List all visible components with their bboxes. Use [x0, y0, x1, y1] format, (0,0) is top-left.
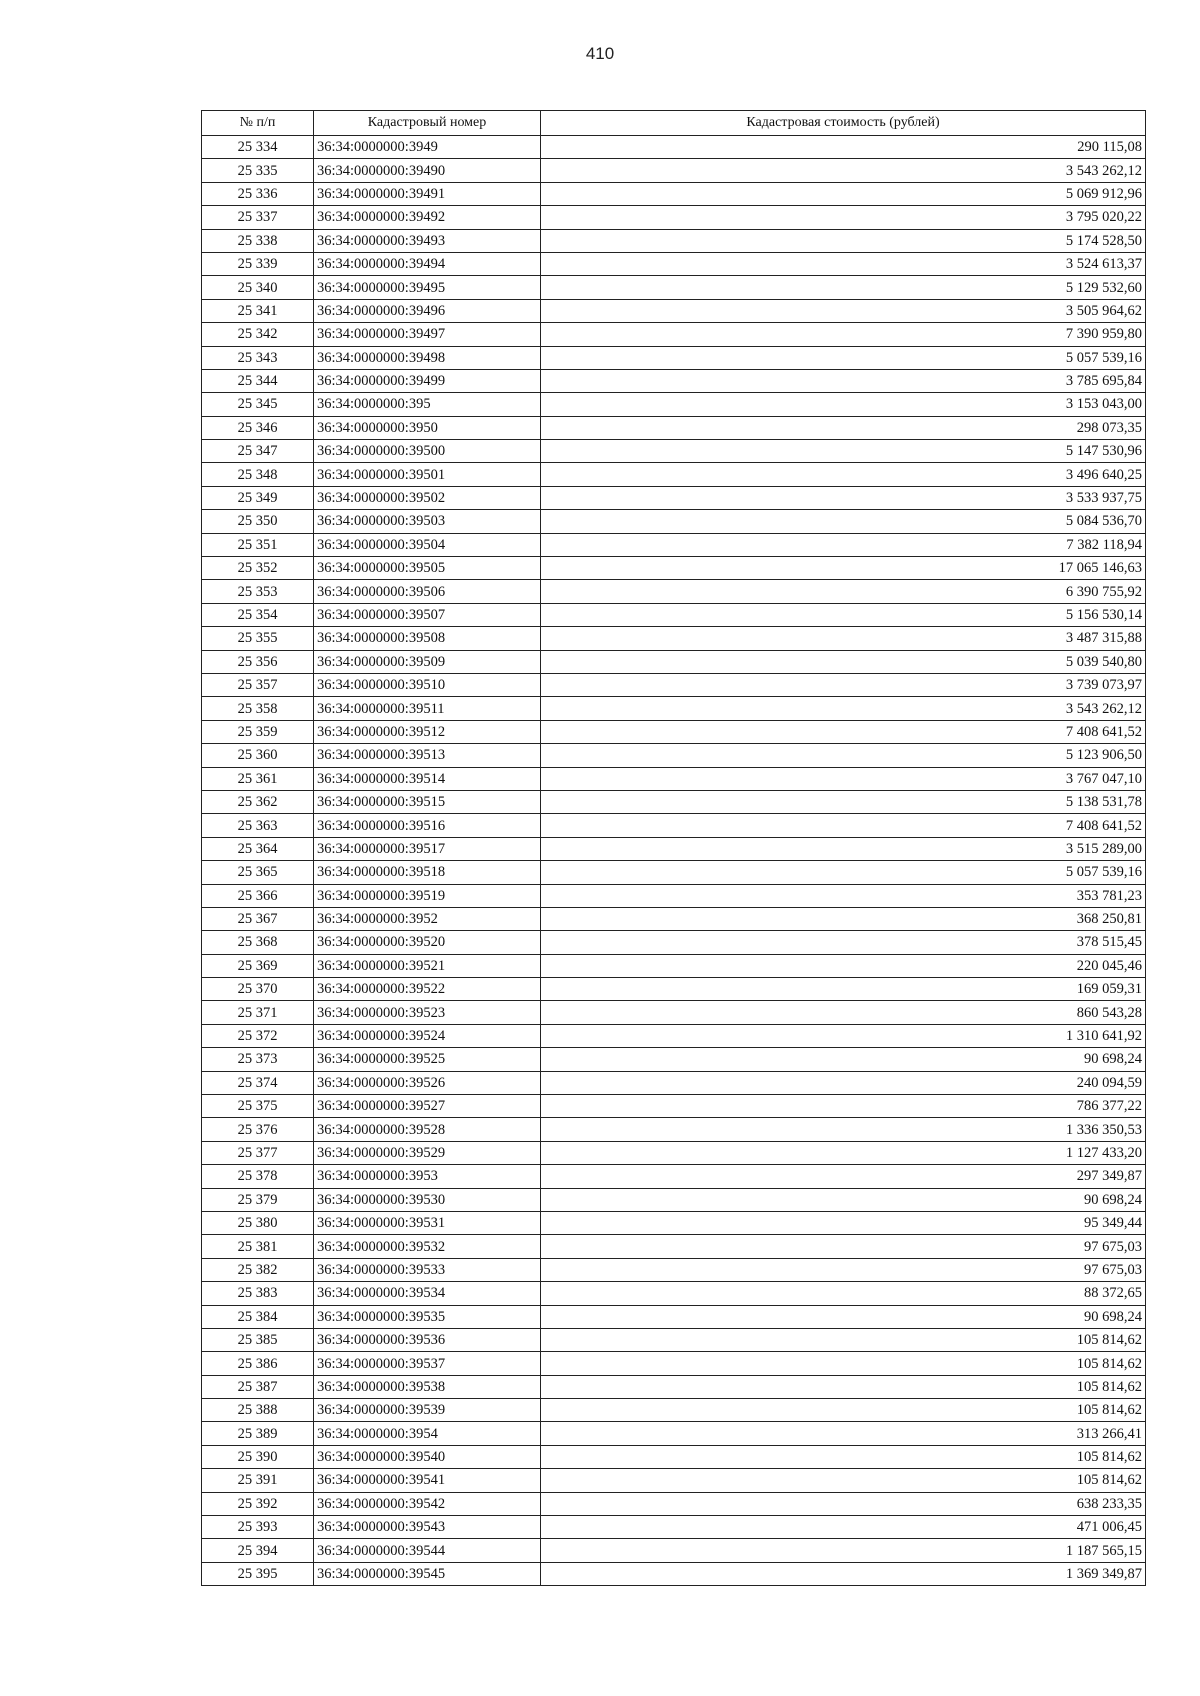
cadastral-value-cell: 3 515 289,00 [541, 837, 1146, 860]
cadastral-value-cell: 3 767 047,10 [541, 767, 1146, 790]
cadastral-number-cell: 36:34:0000000:39527 [314, 1095, 541, 1118]
cadastral-value-cell: 638 233,35 [541, 1492, 1146, 1515]
cadastral-number-cell: 36:34:0000000:39516 [314, 814, 541, 837]
cadastral-number-cell: 36:34:0000000:39530 [314, 1188, 541, 1211]
row-number-cell: 25 365 [202, 861, 314, 884]
cadastral-value-cell: 1 369 349,87 [541, 1562, 1146, 1585]
table-row [202, 1328, 1146, 1351]
table-row [202, 416, 1146, 439]
table-row [202, 1562, 1146, 1585]
table-row [202, 884, 1146, 907]
row-number-cell: 25 360 [202, 744, 314, 767]
table-row [202, 697, 1146, 720]
cadastral-number-cell: 36:34:0000000:39517 [314, 837, 541, 860]
cadastral-number-cell: 36:34:0000000:39491 [314, 182, 541, 205]
cadastral-number-cell: 36:34:0000000:39512 [314, 720, 541, 743]
page-number: 410 [585, 44, 615, 63]
cadastral-value-cell: 1 336 350,53 [541, 1118, 1146, 1141]
table-row [202, 229, 1146, 252]
cadastral-value-cell: 90 698,24 [541, 1305, 1146, 1328]
table-row [202, 1305, 1146, 1328]
row-number-cell: 25 346 [202, 416, 314, 439]
row-number-cell: 25 383 [202, 1282, 314, 1305]
cadastral-number-cell: 36:34:0000000:39501 [314, 463, 541, 486]
row-number-cell: 25 337 [202, 206, 314, 229]
cadastral-number-cell: 36:34:0000000:39506 [314, 580, 541, 603]
table-row [202, 440, 1146, 463]
cadastral-number-cell: 36:34:0000000:39538 [314, 1375, 541, 1398]
table-row [202, 837, 1146, 860]
cadastral-number-cell: 36:34:0000000:39539 [314, 1399, 541, 1422]
cadastral-number-cell: 36:34:0000000:39499 [314, 369, 541, 392]
table-row [202, 1516, 1146, 1539]
table-row [202, 673, 1146, 696]
cadastral-value-cell: 1 127 433,20 [541, 1141, 1146, 1164]
cadastral-value-cell: 378 515,45 [541, 931, 1146, 954]
cadastral-value-cell: 3 543 262,12 [541, 159, 1146, 182]
table-row [202, 182, 1146, 205]
table-row [202, 159, 1146, 182]
cadastral-number-cell: 36:34:0000000:39500 [314, 440, 541, 463]
cadastral-value-cell: 5 147 530,96 [541, 440, 1146, 463]
header-row-number: № п/п [202, 111, 314, 136]
table-row [202, 790, 1146, 813]
cadastral-number-cell: 36:34:0000000:39541 [314, 1469, 541, 1492]
cadastral-number-cell: 36:34:0000000:39537 [314, 1352, 541, 1375]
row-number-cell: 25 338 [202, 229, 314, 252]
cadastral-number-cell: 36:34:0000000:39545 [314, 1562, 541, 1585]
cadastral-value-cell: 105 814,62 [541, 1352, 1146, 1375]
cadastral-number-cell: 36:34:0000000:39514 [314, 767, 541, 790]
table-row [202, 1539, 1146, 1562]
row-number-cell: 25 339 [202, 252, 314, 275]
row-number-cell: 25 344 [202, 369, 314, 392]
cadastral-value-cell: 169 059,31 [541, 978, 1146, 1001]
cadastral-number-cell: 36:34:0000000:3949 [314, 136, 541, 159]
cadastral-number-cell: 36:34:0000000:39508 [314, 627, 541, 650]
table-row [202, 1445, 1146, 1468]
cadastral-number-cell: 36:34:0000000:39498 [314, 346, 541, 369]
cadastral-number-cell: 36:34:0000000:3953 [314, 1165, 541, 1188]
row-number-cell: 25 348 [202, 463, 314, 486]
table-row [202, 1071, 1146, 1094]
cadastral-value-cell: 860 543,28 [541, 1001, 1146, 1024]
row-number-cell: 25 381 [202, 1235, 314, 1258]
cadastral-value-cell: 5 123 906,50 [541, 744, 1146, 767]
cadastral-value-cell: 240 094,59 [541, 1071, 1146, 1094]
row-number-cell: 25 395 [202, 1562, 314, 1585]
cadastral-value-cell: 297 349,87 [541, 1165, 1146, 1188]
cadastral-number-cell: 36:34:0000000:39492 [314, 206, 541, 229]
table-row [202, 1282, 1146, 1305]
cadastral-value-cell: 17 065 146,63 [541, 557, 1146, 580]
row-number-cell: 25 374 [202, 1071, 314, 1094]
cadastral-value-cell: 90 698,24 [541, 1188, 1146, 1211]
table-row [202, 1048, 1146, 1071]
cadastral-value-cell: 105 814,62 [541, 1375, 1146, 1398]
row-number-cell: 25 362 [202, 790, 314, 813]
cadastral-value-cell: 105 814,62 [541, 1399, 1146, 1422]
row-number-cell: 25 366 [202, 884, 314, 907]
cadastral-value-cell: 7 408 641,52 [541, 814, 1146, 837]
cadastral-number-cell: 36:34:0000000:39519 [314, 884, 541, 907]
cadastral-value-cell: 90 698,24 [541, 1048, 1146, 1071]
cadastral-number-cell: 36:34:0000000:39521 [314, 954, 541, 977]
table-row [202, 650, 1146, 673]
row-number-cell: 25 340 [202, 276, 314, 299]
row-number-cell: 25 387 [202, 1375, 314, 1398]
cadastral-value-cell: 3 524 613,37 [541, 252, 1146, 275]
row-number-cell: 25 336 [202, 182, 314, 205]
table-row [202, 1399, 1146, 1422]
cadastral-number-cell: 36:34:0000000:39494 [314, 252, 541, 275]
cadastral-number-cell: 36:34:0000000:39495 [314, 276, 541, 299]
row-number-cell: 25 361 [202, 767, 314, 790]
cadastral-value-cell: 5 129 532,60 [541, 276, 1146, 299]
cadastral-value-cell: 5 156 530,14 [541, 603, 1146, 626]
row-number-cell: 25 392 [202, 1492, 314, 1515]
header-row [202, 111, 1146, 136]
table-row [202, 744, 1146, 767]
table-row [202, 299, 1146, 322]
table-row [202, 1188, 1146, 1211]
row-number-cell: 25 351 [202, 533, 314, 556]
table-row [202, 907, 1146, 930]
row-number-cell: 25 380 [202, 1211, 314, 1234]
cadastral-value-cell: 3 153 043,00 [541, 393, 1146, 416]
row-number-cell: 25 345 [202, 393, 314, 416]
cadastral-number-cell: 36:34:0000000:39493 [314, 229, 541, 252]
table-row [202, 393, 1146, 416]
cadastral-number-cell: 36:34:0000000:39496 [314, 299, 541, 322]
row-number-cell: 25 342 [202, 323, 314, 346]
cadastral-number-cell: 36:34:0000000:39515 [314, 790, 541, 813]
cadastral-value-cell: 5 057 539,16 [541, 346, 1146, 369]
row-number-cell: 25 355 [202, 627, 314, 650]
row-number-cell: 25 371 [202, 1001, 314, 1024]
row-number-cell: 25 372 [202, 1024, 314, 1047]
row-number-cell: 25 349 [202, 486, 314, 509]
table-row [202, 627, 1146, 650]
cadastral-value-cell: 5 084 536,70 [541, 510, 1146, 533]
cadastral-number-cell: 36:34:0000000:39510 [314, 673, 541, 696]
cadastral-value-cell: 3 543 262,12 [541, 697, 1146, 720]
cadastral-number-cell: 36:34:0000000:39504 [314, 533, 541, 556]
row-number-cell: 25 378 [202, 1165, 314, 1188]
table-row [202, 767, 1146, 790]
table-row [202, 369, 1146, 392]
cadastral-value-cell: 97 675,03 [541, 1258, 1146, 1281]
table-row [202, 486, 1146, 509]
cadastral-value-cell: 786 377,22 [541, 1095, 1146, 1118]
row-number-cell: 25 384 [202, 1305, 314, 1328]
table-row [202, 346, 1146, 369]
table-row [202, 252, 1146, 275]
cadastral-number-cell: 36:34:0000000:39507 [314, 603, 541, 626]
row-number-cell: 25 368 [202, 931, 314, 954]
row-number-cell: 25 359 [202, 720, 314, 743]
cadastral-number-cell: 36:34:0000000:39540 [314, 1445, 541, 1468]
table-row [202, 814, 1146, 837]
row-number-cell: 25 385 [202, 1328, 314, 1351]
row-number-cell: 25 341 [202, 299, 314, 322]
table-header [202, 111, 1146, 136]
cadastral-value-cell: 3 795 020,22 [541, 206, 1146, 229]
table-row [202, 861, 1146, 884]
table-row [202, 978, 1146, 1001]
row-number-cell: 25 343 [202, 346, 314, 369]
table-row [202, 1258, 1146, 1281]
cadastral-value-cell: 298 073,35 [541, 416, 1146, 439]
row-number-cell: 25 367 [202, 907, 314, 930]
table-row [202, 1469, 1146, 1492]
table-row [202, 603, 1146, 626]
cadastral-number-cell: 36:34:0000000:395 [314, 393, 541, 416]
cadastral-number-cell: 36:34:0000000:39529 [314, 1141, 541, 1164]
table-row [202, 1211, 1146, 1234]
cadastral-value-cell: 5 039 540,80 [541, 650, 1146, 673]
cadastral-value-cell: 3 785 695,84 [541, 369, 1146, 392]
cadastral-value-cell: 105 814,62 [541, 1328, 1146, 1351]
cadastral-value-cell: 5 069 912,96 [541, 182, 1146, 205]
table-row [202, 1001, 1146, 1024]
cadastral-number-cell: 36:34:0000000:39523 [314, 1001, 541, 1024]
cadastral-number-cell: 36:34:0000000:39534 [314, 1282, 541, 1305]
cadastral-value-cell: 5 057 539,16 [541, 861, 1146, 884]
table-row [202, 206, 1146, 229]
cadastral-value-cell: 353 781,23 [541, 884, 1146, 907]
cadastral-number-cell: 36:34:0000000:39518 [314, 861, 541, 884]
row-number-cell: 25 377 [202, 1141, 314, 1164]
cadastral-number-cell: 36:34:0000000:39544 [314, 1539, 541, 1562]
cadastral-number-cell: 36:34:0000000:39533 [314, 1258, 541, 1281]
table-row [202, 1118, 1146, 1141]
row-number-cell: 25 363 [202, 814, 314, 837]
table-row [202, 1024, 1146, 1047]
cadastral-number-cell: 36:34:0000000:39502 [314, 486, 541, 509]
cadastral-value-cell: 95 349,44 [541, 1211, 1146, 1234]
table-body [202, 136, 1146, 1586]
row-number-cell: 25 393 [202, 1516, 314, 1539]
table-row [202, 323, 1146, 346]
table-row [202, 954, 1146, 977]
table-row [202, 1375, 1146, 1398]
header-cadastral-value: Кадастровая стоимость (рублей) [541, 111, 1146, 136]
cadastral-number-cell: 36:34:0000000:39542 [314, 1492, 541, 1515]
row-number-cell: 25 370 [202, 978, 314, 1001]
cadastral-number-cell: 36:34:0000000:39531 [314, 1211, 541, 1234]
cadastral-number-cell: 36:34:0000000:39525 [314, 1048, 541, 1071]
header-cadastral-number: Кадастровый номер [314, 111, 541, 136]
cadastral-number-cell: 36:34:0000000:39511 [314, 697, 541, 720]
cadastral-value-cell: 1 187 565,15 [541, 1539, 1146, 1562]
cadastral-number-cell: 36:34:0000000:39513 [314, 744, 541, 767]
table-row [202, 276, 1146, 299]
row-number-cell: 25 334 [202, 136, 314, 159]
row-number-cell: 25 364 [202, 837, 314, 860]
cadastral-number-cell: 36:34:0000000:39509 [314, 650, 541, 673]
cadastral-value-cell: 3 739 073,97 [541, 673, 1146, 696]
cadastral-number-cell: 36:34:0000000:3952 [314, 907, 541, 930]
table-row [202, 136, 1146, 159]
row-number-cell: 25 373 [202, 1048, 314, 1071]
cadastral-value-cell: 3 487 315,88 [541, 627, 1146, 650]
table-row [202, 533, 1146, 556]
row-number-cell: 25 379 [202, 1188, 314, 1211]
row-number-cell: 25 358 [202, 697, 314, 720]
row-number-cell: 25 356 [202, 650, 314, 673]
cadastral-number-cell: 36:34:0000000:3950 [314, 416, 541, 439]
row-number-cell: 25 376 [202, 1118, 314, 1141]
cadastral-number-cell: 36:34:0000000:3954 [314, 1422, 541, 1445]
row-number-cell: 25 357 [202, 673, 314, 696]
table-row [202, 931, 1146, 954]
cadastral-number-cell: 36:34:0000000:39503 [314, 510, 541, 533]
table-row [202, 720, 1146, 743]
cadastral-number-cell: 36:34:0000000:39536 [314, 1328, 541, 1351]
table-row [202, 580, 1146, 603]
cadastral-value-cell: 3 496 640,25 [541, 463, 1146, 486]
cadastral-number-cell: 36:34:0000000:39505 [314, 557, 541, 580]
cadastral-value-cell: 471 006,45 [541, 1516, 1146, 1539]
row-number-cell: 25 388 [202, 1399, 314, 1422]
cadastral-value-cell: 97 675,03 [541, 1235, 1146, 1258]
cadastral-value-cell: 6 390 755,92 [541, 580, 1146, 603]
cadastral-number-cell: 36:34:0000000:39526 [314, 1071, 541, 1094]
cadastral-number-cell: 36:34:0000000:39490 [314, 159, 541, 182]
cadastral-value-cell: 220 045,46 [541, 954, 1146, 977]
cadastral-number-cell: 36:34:0000000:39520 [314, 931, 541, 954]
cadastral-value-cell: 290 115,08 [541, 136, 1146, 159]
table-row [202, 463, 1146, 486]
cadastral-value-cell: 313 266,41 [541, 1422, 1146, 1445]
cadastral-value-cell: 7 382 118,94 [541, 533, 1146, 556]
cadastral-number-cell: 36:34:0000000:39522 [314, 978, 541, 1001]
cadastral-value-cell: 368 250,81 [541, 907, 1146, 930]
row-number-cell: 25 335 [202, 159, 314, 182]
table-row [202, 557, 1146, 580]
cadastral-number-cell: 36:34:0000000:39528 [314, 1118, 541, 1141]
cadastral-number-cell: 36:34:0000000:39524 [314, 1024, 541, 1047]
row-number-cell: 25 352 [202, 557, 314, 580]
cadastral-value-cell: 7 390 959,80 [541, 323, 1146, 346]
row-number-cell: 25 386 [202, 1352, 314, 1375]
row-number-cell: 25 382 [202, 1258, 314, 1281]
cadastral-number-cell: 36:34:0000000:39535 [314, 1305, 541, 1328]
cadastral-number-cell: 36:34:0000000:39532 [314, 1235, 541, 1258]
table-row [202, 1095, 1146, 1118]
cadastral-value-cell: 105 814,62 [541, 1469, 1146, 1492]
row-number-cell: 25 353 [202, 580, 314, 603]
table-row [202, 1141, 1146, 1164]
cadastral-value-cell: 5 138 531,78 [541, 790, 1146, 813]
row-number-cell: 25 354 [202, 603, 314, 626]
table-row [202, 1422, 1146, 1445]
cadastral-value-cell: 5 174 528,50 [541, 229, 1146, 252]
cadastral-value-cell: 1 310 641,92 [541, 1024, 1146, 1047]
cadastral-number-cell: 36:34:0000000:39497 [314, 323, 541, 346]
row-number-cell: 25 390 [202, 1445, 314, 1468]
cadastral-value-cell: 3 533 937,75 [541, 486, 1146, 509]
cadastral-value-cell: 3 505 964,62 [541, 299, 1146, 322]
cadastral-value-cell: 105 814,62 [541, 1445, 1146, 1468]
cadastral-value-table [201, 110, 1146, 1586]
row-number-cell: 25 350 [202, 510, 314, 533]
cadastral-value-cell: 88 372,65 [541, 1282, 1146, 1305]
table-row [202, 1352, 1146, 1375]
row-number-cell: 25 391 [202, 1469, 314, 1492]
row-number-cell: 25 394 [202, 1539, 314, 1562]
cadastral-value-cell: 7 408 641,52 [541, 720, 1146, 743]
table-row [202, 1492, 1146, 1515]
row-number-cell: 25 369 [202, 954, 314, 977]
row-number-cell: 25 375 [202, 1095, 314, 1118]
row-number-cell: 25 389 [202, 1422, 314, 1445]
cadastral-number-cell: 36:34:0000000:39543 [314, 1516, 541, 1539]
table-row [202, 1235, 1146, 1258]
table-row [202, 1165, 1146, 1188]
table-row [202, 510, 1146, 533]
row-number-cell: 25 347 [202, 440, 314, 463]
